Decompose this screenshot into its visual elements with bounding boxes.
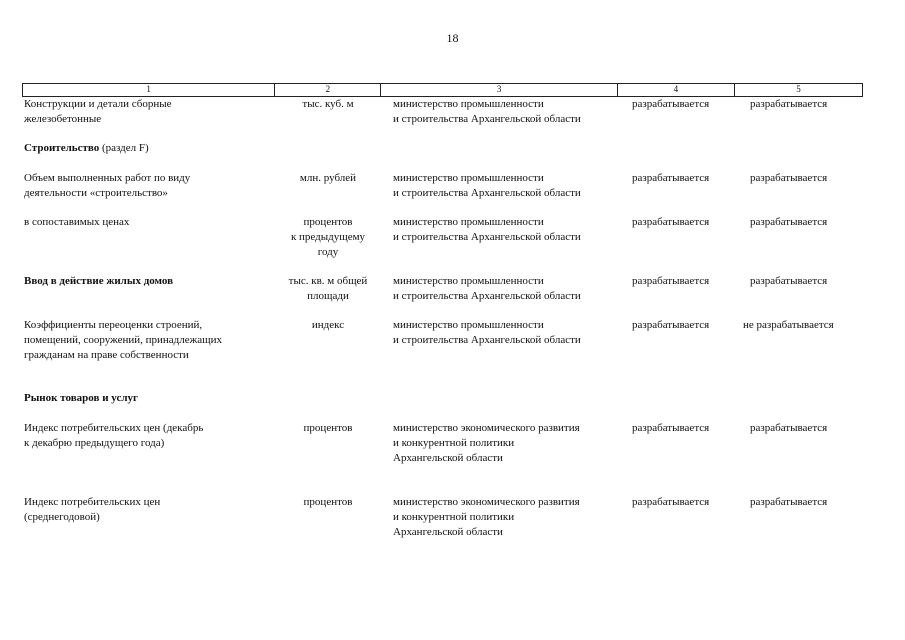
indicator-line: Ввод в действие жилых домов bbox=[24, 275, 174, 287]
agency-cell bbox=[381, 318, 618, 348]
agency-line: министерство промышленности bbox=[393, 275, 544, 287]
indicator-line: (среднегодовой) bbox=[24, 511, 100, 523]
agency-line: и строительства Архангельской области bbox=[393, 187, 581, 199]
indicator-line: Конструкции и детали сборные bbox=[24, 98, 172, 110]
agency-line: и строительства Архангельской области bbox=[393, 231, 581, 243]
page-number: 18 bbox=[446, 31, 459, 45]
unit-cell bbox=[275, 274, 381, 304]
column-4-cell: разрабатывается bbox=[632, 172, 710, 184]
indicator-line: к декабрю предыдущего года) bbox=[24, 437, 165, 449]
agency-line: министерство промышленности bbox=[393, 172, 544, 184]
section-title-bold: Строительство bbox=[24, 142, 100, 154]
indicator-cell bbox=[22, 318, 275, 363]
column-5-cell: разрабатывается bbox=[750, 275, 828, 287]
unit-line: тыс. куб. м bbox=[302, 98, 354, 110]
section-row-construction bbox=[22, 141, 863, 171]
unit-cell bbox=[275, 421, 381, 436]
unit-cell bbox=[275, 215, 381, 260]
unit-cell bbox=[275, 495, 381, 510]
column-header-1: 1 bbox=[146, 84, 151, 94]
unit-line: процентов bbox=[303, 216, 353, 228]
agency-line: и строительства Архангельской области bbox=[393, 334, 581, 346]
unit-cell bbox=[275, 171, 381, 186]
column-4-cell: разрабатывается bbox=[632, 496, 710, 508]
column-header-3: 3 bbox=[380, 84, 616, 96]
section-row-market bbox=[22, 391, 863, 421]
table-row bbox=[22, 421, 863, 495]
agency-cell bbox=[381, 97, 618, 127]
indicator-cell bbox=[22, 215, 275, 230]
table-row bbox=[22, 274, 863, 318]
unit-line: процентов bbox=[303, 422, 353, 434]
unit-line: году bbox=[317, 246, 339, 258]
agency-cell bbox=[381, 171, 618, 201]
column-5-cell: разрабатывается bbox=[750, 172, 828, 184]
agency-line: министерство промышленности bbox=[393, 216, 544, 228]
indicator-cell bbox=[22, 274, 275, 289]
column-4-cell: разрабатывается bbox=[632, 275, 710, 287]
column-4-cell: разрабатывается bbox=[632, 319, 710, 331]
table-row bbox=[22, 318, 863, 391]
indicator-line: помещений, сооружений, принадлежащих bbox=[24, 334, 222, 346]
unit-line: к предыдущему bbox=[290, 231, 366, 243]
table-row bbox=[22, 97, 863, 141]
column-header-4: 4 bbox=[617, 84, 734, 96]
indicator-cell bbox=[22, 171, 275, 201]
agency-line: министерство экономического развития bbox=[393, 422, 580, 434]
indicator-line: Индекс потребительских цен bbox=[24, 496, 161, 508]
agency-cell bbox=[381, 274, 618, 304]
section-title bbox=[22, 391, 522, 406]
indicator-line: Индекс потребительских цен (декабрь bbox=[24, 422, 204, 434]
unit-line: индекс bbox=[311, 319, 345, 331]
table-header bbox=[22, 83, 863, 97]
agency-line: и строительства Архангельской области bbox=[393, 290, 581, 302]
table-row bbox=[22, 215, 863, 274]
indicator-line: гражданам на праве собственности bbox=[24, 349, 189, 361]
indicator-cell bbox=[22, 421, 275, 451]
indicator-line: Объем выполненных работ по виду bbox=[24, 172, 191, 184]
agency-line: Архангельской области bbox=[393, 526, 503, 538]
agency-line: министерство экономического развития bbox=[393, 496, 580, 508]
section-title-suffix: (раздел F) bbox=[99, 142, 149, 154]
column-4-cell: разрабатывается bbox=[632, 216, 710, 228]
agency-line: министерство промышленности bbox=[393, 319, 544, 331]
column-4-cell: разрабатывается bbox=[632, 98, 710, 110]
indicator-line: Коэффициенты переоценки строений, bbox=[24, 319, 203, 331]
column-4-cell: разрабатывается bbox=[632, 422, 710, 434]
agency-line: и конкурентной политики bbox=[393, 511, 515, 523]
agency-cell bbox=[381, 215, 618, 245]
indicator-line: в сопоставимых ценах bbox=[24, 216, 130, 228]
indicator-cell bbox=[22, 495, 275, 525]
agency-line: и конкурентной политики bbox=[393, 437, 515, 449]
column-5-cell: не разрабатывается bbox=[743, 319, 834, 331]
table-row bbox=[22, 171, 863, 215]
agency-cell bbox=[381, 421, 618, 466]
section-title-bold: Рынок товаров и услуг bbox=[24, 392, 138, 404]
unit-cell bbox=[275, 318, 381, 333]
agency-cell bbox=[381, 495, 618, 540]
agency-line: и строительства Архангельской области bbox=[393, 113, 581, 125]
unit-line: тыс. кв. м общей bbox=[288, 275, 368, 287]
section-title bbox=[22, 141, 522, 156]
indicator-line: железобетонные bbox=[24, 113, 102, 125]
unit-line: процентов bbox=[303, 496, 353, 508]
column-5-cell: разрабатывается bbox=[750, 216, 828, 228]
table-row bbox=[22, 495, 863, 545]
column-header-2: 2 bbox=[274, 84, 380, 96]
column-5-cell: разрабатывается bbox=[750, 98, 828, 110]
column-5-cell: разрабатывается bbox=[750, 422, 828, 434]
unit-line: млн. рублей bbox=[299, 172, 357, 184]
indicators-table bbox=[22, 83, 863, 545]
column-header-5: 5 bbox=[734, 84, 862, 96]
unit-cell bbox=[275, 97, 381, 112]
agency-line: Архангельской области bbox=[393, 452, 503, 464]
indicator-cell bbox=[22, 97, 275, 127]
unit-line: площади bbox=[307, 290, 349, 302]
indicator-line: деятельности «строительство» bbox=[24, 187, 168, 199]
column-5-cell: разрабатывается bbox=[750, 496, 828, 508]
agency-line: министерство промышленности bbox=[393, 98, 544, 110]
